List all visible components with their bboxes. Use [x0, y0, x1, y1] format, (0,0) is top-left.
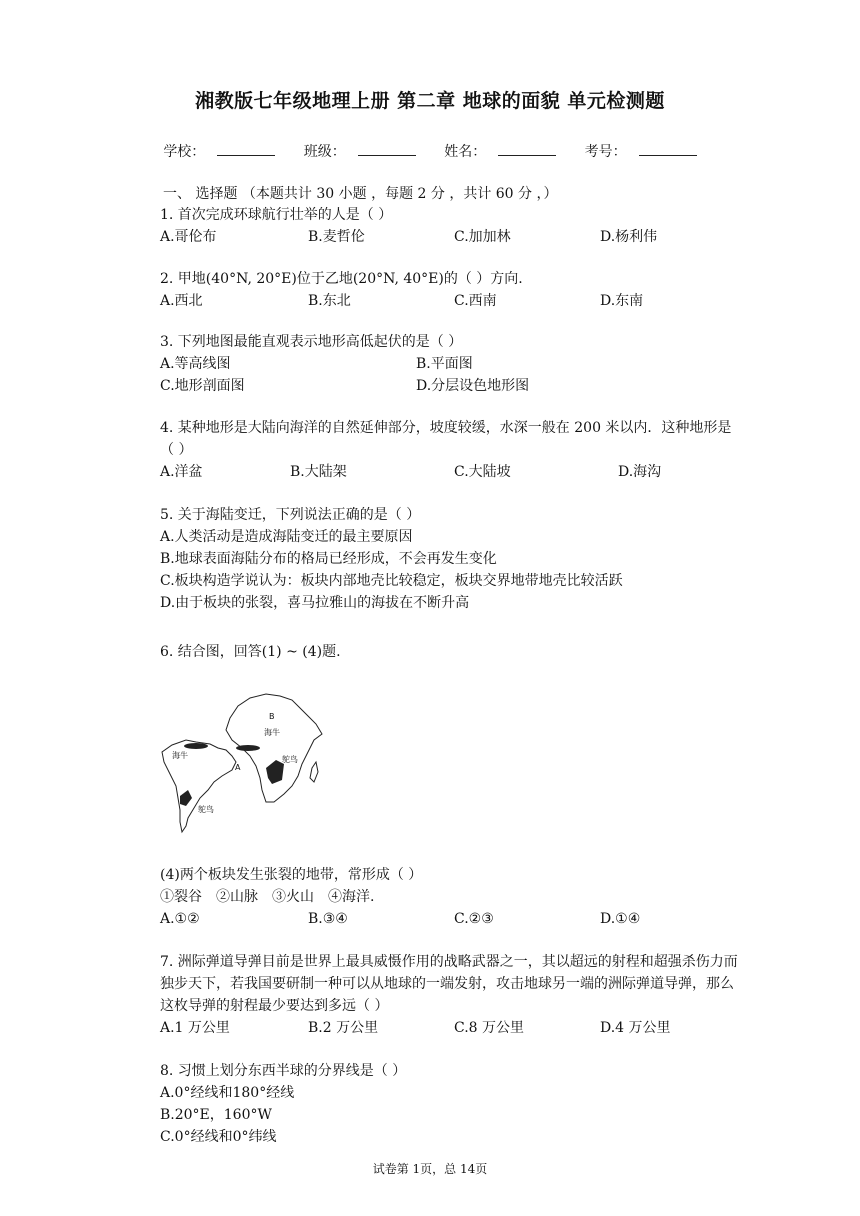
map-label-b: B	[269, 712, 275, 721]
options-row	[160, 1017, 740, 1039]
options-row	[160, 908, 740, 930]
option-d[interactable]: D.4 万公里	[600, 1020, 671, 1036]
option-c[interactable]: C.加加林	[454, 229, 511, 245]
option-b[interactable]: B.平面图	[416, 356, 473, 372]
school-label: 学校：	[163, 144, 206, 160]
question-stem: 4. 某种地形是大陆向海洋的自然延伸部分，坡度较缓，水深一般在 200 米以内．这种地形是（ ）	[160, 420, 732, 458]
question-6-sub-4	[160, 864, 740, 930]
class-field	[298, 144, 422, 160]
question-stem: 5. 关于海陆变迁，下列说法正确的是（ ）	[160, 507, 421, 523]
name-field	[438, 144, 562, 160]
option-b[interactable]: B.麦哲伦	[308, 229, 365, 245]
option-c[interactable]: C.②③	[454, 911, 494, 927]
map-label-manatee-sa: 海牛	[172, 751, 188, 760]
option-a[interactable]: A.西北	[160, 293, 203, 309]
subquestion-stem: (4)两个板块发生张裂的地带，常形成（ ）	[160, 867, 423, 883]
name-label: 姓名：	[444, 144, 487, 160]
question-stem: 7. 洲际弹道导弹目前是世界上最具威慑作用的战略武器之一，其以超远的射程和超强杀伤力而独步天下，若我国要研制一种可以从地球的一端发射，攻击地球另一端的洲际弹道导弹，那么这枚导弹的射程最少要达到多远（ ）	[160, 954, 738, 1014]
question-stem: 2. 甲地(40°N, 20°E)位于乙地(20°N, 40°E)的（ ）方向.	[160, 271, 523, 287]
option-b[interactable]: B.地球表面海陆分布的格局已经形成，不会再发生变化	[160, 551, 497, 567]
student-info-line	[0, 141, 860, 161]
option-d[interactable]: D.分层设色地形图	[416, 378, 530, 394]
option-d[interactable]: D.由于板块的张裂，喜马拉雅山的海拔在不断升高	[160, 595, 470, 611]
option-d[interactable]: D.①④	[600, 911, 641, 927]
option-d[interactable]: D.杨利伟	[600, 229, 658, 245]
class-label: 班级：	[303, 144, 346, 160]
question-5	[160, 504, 740, 614]
map-label-manatee-af: 海牛	[264, 728, 280, 737]
question-2	[160, 268, 740, 312]
option-a[interactable]: A.等高线图	[160, 356, 231, 372]
option-d[interactable]: D.东南	[600, 293, 644, 309]
question-7	[160, 951, 740, 1039]
manatee-silhouette-af	[236, 745, 260, 751]
option-b[interactable]: B.2 万公里	[308, 1020, 379, 1036]
option-b[interactable]: B.20°E，160°W	[160, 1107, 272, 1123]
option-c[interactable]: C.板块构造学说认为：板块内部地壳比较稳定，板块交界地带地壳比较活跃	[160, 573, 623, 589]
question-stem: 6. 结合图，回答(1) ~ (4)题.	[160, 644, 341, 660]
madagascar-outline	[310, 762, 318, 782]
map-label-ostrich-sa: 鸵鸟	[198, 805, 214, 814]
page-footer: 试卷第 1页，总 14页	[372, 1162, 488, 1176]
option-a[interactable]: A.哥伦布	[160, 229, 217, 245]
question-3	[160, 331, 740, 397]
option-c[interactable]: C.大陆坡	[454, 464, 511, 480]
map-label-ostrich-af: 鸵鸟	[282, 755, 298, 764]
options-row	[160, 461, 740, 483]
options-row	[160, 375, 740, 397]
continents-map	[152, 690, 337, 840]
question-stem: 1. 首次完成环球航行壮举的人是（ ）	[160, 207, 393, 223]
section-heading: 一、 选择题 （本题共计 30 小题 ，每题 2 分 ，共计 60 分 ，）	[163, 186, 558, 202]
options-row	[160, 226, 740, 248]
map-label-a: A	[235, 763, 241, 772]
name-blank[interactable]	[498, 145, 556, 156]
option-b[interactable]: B.东北	[308, 293, 351, 309]
option-c[interactable]: C.8 万公里	[454, 1020, 525, 1036]
subquestion-items: ①裂谷 ②山脉 ③火山 ④海洋.	[160, 889, 375, 905]
question-1	[160, 204, 740, 248]
option-a[interactable]: A.①②	[160, 911, 200, 927]
question-6	[160, 641, 740, 663]
question-stem: 8. 习惯上划分东西半球的分界线是（ ）	[160, 1063, 407, 1079]
page-title: 湘教版七年级地理上册 第二章 地球的面貌 单元检测题	[195, 90, 665, 112]
class-blank[interactable]	[358, 145, 416, 156]
number-field	[579, 144, 703, 160]
option-d[interactable]: D.海沟	[618, 464, 662, 480]
question-8	[160, 1060, 740, 1148]
manatee-silhouette-sa	[184, 743, 208, 749]
option-a[interactable]: A.洋盆	[160, 464, 203, 480]
question-stem: 3. 下列地图最能直观表示地形高低起伏的是（ ）	[160, 334, 463, 350]
school-blank[interactable]	[217, 145, 275, 156]
option-c[interactable]: C.0°经线和0°纬线	[160, 1129, 277, 1145]
school-field	[157, 144, 281, 160]
ostrich-silhouette-sa	[180, 790, 192, 806]
option-b[interactable]: B.大陆架	[290, 464, 347, 480]
option-c[interactable]: C.西南	[454, 293, 497, 309]
options-row	[160, 353, 740, 375]
option-a[interactable]: A.人类活动是造成海陆变迁的最主要原因	[160, 529, 413, 545]
option-c[interactable]: C.地形剖面图	[160, 378, 245, 394]
number-blank[interactable]	[639, 145, 697, 156]
options-row	[160, 290, 740, 312]
option-a[interactable]: A.1 万公里	[160, 1020, 230, 1036]
number-label: 考号：	[584, 144, 627, 160]
option-a[interactable]: A.0°经线和180°经线	[160, 1085, 295, 1101]
option-b[interactable]: B.③④	[308, 911, 348, 927]
question-4	[160, 417, 740, 483]
